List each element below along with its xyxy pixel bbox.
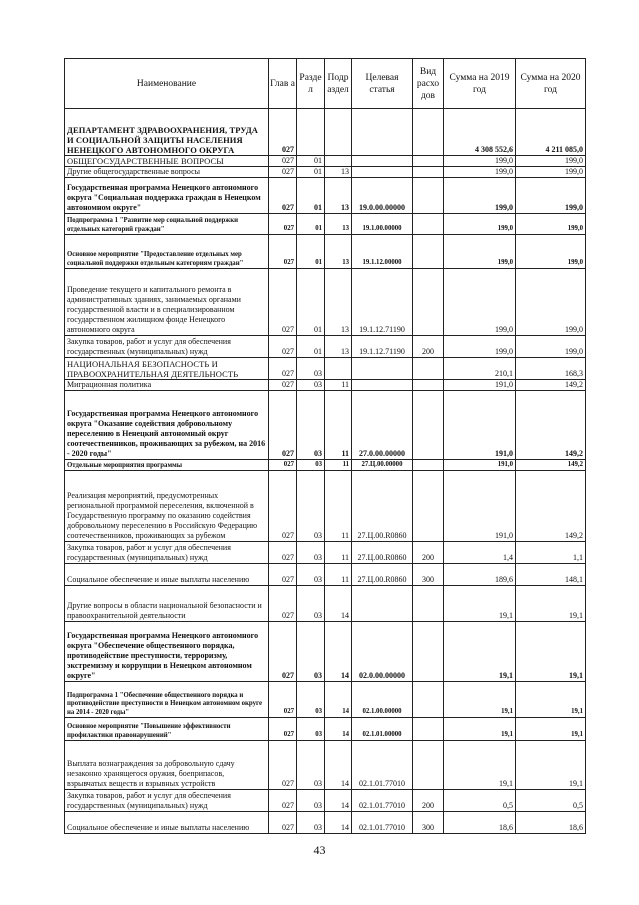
row-vid xyxy=(413,178,444,214)
row-vid xyxy=(413,380,444,391)
row-podrazdel: 13 xyxy=(325,336,352,358)
row-name: Государственная программа Ненецкого автономного округа "Оказание содействия добровольному переселению в Ненецкий автономный округ соотечественников, проживающих за рубежом, на 2016 - 2020 годы" xyxy=(65,391,269,460)
row-vid xyxy=(413,358,444,380)
table-row xyxy=(65,214,586,235)
row-sum2020: 19,1 xyxy=(516,718,586,741)
row-target xyxy=(352,380,413,391)
row-vid: 300 xyxy=(413,564,444,586)
row-sum2020: 19,1 xyxy=(516,741,586,790)
row-target: 02.0.00.00000 xyxy=(352,622,413,682)
row-sum2020: 199,0 xyxy=(516,214,586,235)
row-name: Подпрограмма 1 "Развитие мер социальной поддержки отдельных категорий граждан" xyxy=(65,214,269,235)
row-code: 027 xyxy=(269,741,297,790)
row-vid xyxy=(413,682,444,718)
row-target: 02.1.00.00000 xyxy=(352,682,413,718)
row-sum2019: 0,5 xyxy=(444,790,516,812)
row-name: Другие общегосударственные вопросы xyxy=(65,167,269,178)
row-code: 027 xyxy=(269,235,297,269)
row-razdel xyxy=(297,109,325,156)
table-row xyxy=(65,812,586,834)
row-podrazdel xyxy=(325,156,352,167)
row-podrazdel: 13 xyxy=(325,167,352,178)
table-row xyxy=(65,790,586,812)
row-sum2020: 19,1 xyxy=(516,682,586,718)
row-target: 27.Ц.00.R0860 xyxy=(352,542,413,564)
row-name: Закупка товаров, работ и услуг для обеспечения государственных (муниципальных) нужд xyxy=(65,542,269,564)
row-vid: 200 xyxy=(413,336,444,358)
row-vid xyxy=(413,718,444,741)
row-sum2020: 149,2 xyxy=(516,391,586,460)
row-name: Закупка товаров, работ и услуг для обеспечения государственных (муниципальных) нужд xyxy=(65,790,269,812)
row-sum2020: 19,1 xyxy=(516,586,586,622)
table-row xyxy=(65,358,586,380)
row-sum2020: 149,2 xyxy=(516,460,586,471)
row-target: 27.Ц.00.00000 xyxy=(352,460,413,471)
row-podrazdel: 11 xyxy=(325,391,352,460)
row-vid xyxy=(413,269,444,336)
table-row xyxy=(65,336,586,358)
table-row xyxy=(65,109,586,156)
row-razdel: 03 xyxy=(297,790,325,812)
row-name: Государственная программа Ненецкого автономного округа "Социальная поддержка граждан в Ненецком автономном округе" xyxy=(65,178,269,214)
row-sum2019: 191,0 xyxy=(444,380,516,391)
row-sum2020: 149,2 xyxy=(516,471,586,542)
row-code: 027 xyxy=(269,109,297,156)
row-sum2019: 199,0 xyxy=(444,336,516,358)
row-target: 02.1.01.77010 xyxy=(352,812,413,834)
row-sum2019: 19,1 xyxy=(444,741,516,790)
row-podrazdel: 13 xyxy=(325,178,352,214)
table-row xyxy=(65,542,586,564)
row-vid: 200 xyxy=(413,790,444,812)
table-row xyxy=(65,235,586,269)
row-target xyxy=(352,586,413,622)
table-row xyxy=(65,586,586,622)
row-code: 027 xyxy=(269,564,297,586)
row-vid: 200 xyxy=(413,542,444,564)
row-podrazdel: 11 xyxy=(325,380,352,391)
row-code: 027 xyxy=(269,542,297,564)
row-podrazdel: 13 xyxy=(325,269,352,336)
row-podrazdel: 14 xyxy=(325,718,352,741)
row-sum2019: 19,1 xyxy=(444,718,516,741)
row-target: 27.Ц.00.R0860 xyxy=(352,564,413,586)
row-razdel: 01 xyxy=(297,214,325,235)
row-target: 02.1.01.77010 xyxy=(352,741,413,790)
row-podrazdel: 13 xyxy=(325,235,352,269)
header-name: Наименование xyxy=(65,59,269,109)
row-sum2020: 1,1 xyxy=(516,542,586,564)
row-code: 027 xyxy=(269,214,297,235)
row-name: Отдельные мероприятия программы xyxy=(65,460,269,471)
row-target xyxy=(352,156,413,167)
row-target: 19.1.00.00000 xyxy=(352,214,413,235)
row-sum2019: 199,0 xyxy=(444,214,516,235)
row-vid xyxy=(413,586,444,622)
row-razdel: 03 xyxy=(297,812,325,834)
row-target xyxy=(352,167,413,178)
row-code: 027 xyxy=(269,156,297,167)
row-sum2019: 199,0 xyxy=(444,235,516,269)
row-vid xyxy=(413,156,444,167)
row-razdel: 03 xyxy=(297,682,325,718)
row-podrazdel: 14 xyxy=(325,622,352,682)
row-sum2019: 189,6 xyxy=(444,564,516,586)
row-razdel: 03 xyxy=(297,542,325,564)
row-target: 19.1.12.00000 xyxy=(352,235,413,269)
row-name: Другие вопросы в области национальной безопасности и правоохранительной деятельности xyxy=(65,586,269,622)
row-name: Подпрограмма 1 "Обеспечение общественного порядка и противодействие преступности в Ненецком автономном округе на 2014 - 2020 годы" xyxy=(65,682,269,718)
row-code: 027 xyxy=(269,336,297,358)
row-sum2019: 199,0 xyxy=(444,269,516,336)
row-sum2019: 4 308 552,6 xyxy=(444,109,516,156)
row-razdel: 03 xyxy=(297,586,325,622)
row-name: НАЦИОНАЛЬНАЯ БЕЗОПАСНОСТЬ И ПРАВООХРАНИТЕЛЬНАЯ ДЕЯТЕЛЬНОСТЬ xyxy=(65,358,269,380)
row-vid xyxy=(413,109,444,156)
page-number: 43 xyxy=(313,843,326,857)
row-code: 027 xyxy=(269,391,297,460)
row-vid xyxy=(413,741,444,790)
row-code: 027 xyxy=(269,790,297,812)
row-code: 027 xyxy=(269,471,297,542)
row-sum2020: 168,3 xyxy=(516,358,586,380)
row-sum2020: 199,0 xyxy=(516,156,586,167)
row-razdel: 03 xyxy=(297,718,325,741)
row-sum2019: 191,0 xyxy=(444,391,516,460)
row-code: 027 xyxy=(269,812,297,834)
row-name: Миграционная политика xyxy=(65,380,269,391)
row-code: 027 xyxy=(269,358,297,380)
row-podrazdel: 14 xyxy=(325,586,352,622)
row-name: Выплата вознаграждения за добровольную сдачу незаконно хранящегося оружия, боеприпасов, взрывчатых веществ и взрывных устройств xyxy=(65,741,269,790)
row-target: 19.1.12.71190 xyxy=(352,336,413,358)
row-vid: 300 xyxy=(413,812,444,834)
row-code: 027 xyxy=(269,718,297,741)
row-code: 027 xyxy=(269,178,297,214)
budget-table xyxy=(64,58,586,834)
row-sum2020: 199,0 xyxy=(516,269,586,336)
table-row xyxy=(65,460,586,471)
header-podrazdel: Подр аздел xyxy=(325,59,352,109)
table-body xyxy=(65,109,586,834)
row-target: 27.Ц.00.R0860 xyxy=(352,471,413,542)
row-sum2020: 0,5 xyxy=(516,790,586,812)
row-name: Проведение текущего и капитального ремонта в административных зданиях, занимаемых органами государственной власти и в специализированном государственном жилищном фонде Ненецкого автономного округа xyxy=(65,269,269,336)
row-podrazdel: 11 xyxy=(325,460,352,471)
header-sum2020: Сумма на 2020 год xyxy=(516,59,586,109)
row-sum2019: 19,1 xyxy=(444,586,516,622)
row-code: 027 xyxy=(269,586,297,622)
row-sum2019: 19,1 xyxy=(444,622,516,682)
row-sum2020: 4 211 085,0 xyxy=(516,109,586,156)
row-podrazdel: 14 xyxy=(325,682,352,718)
row-razdel: 01 xyxy=(297,336,325,358)
row-vid xyxy=(413,167,444,178)
row-name: Основное мероприятие "Повышение эффективности профилактики правонарушений" xyxy=(65,718,269,741)
row-razdel: 01 xyxy=(297,178,325,214)
row-razdel: 03 xyxy=(297,622,325,682)
row-razdel: 03 xyxy=(297,460,325,471)
row-sum2020: 199,0 xyxy=(516,178,586,214)
row-name: Основное мероприятие "Предоставление отдельных мер социальной поддержки отдельным категориям граждан" xyxy=(65,235,269,269)
row-podrazdel: 14 xyxy=(325,741,352,790)
row-sum2020: 149,2 xyxy=(516,380,586,391)
row-podrazdel: 11 xyxy=(325,471,352,542)
row-target xyxy=(352,358,413,380)
row-sum2020: 19,1 xyxy=(516,622,586,682)
row-sum2020: 199,0 xyxy=(516,336,586,358)
row-sum2020: 199,0 xyxy=(516,235,586,269)
row-podrazdel xyxy=(325,358,352,380)
row-sum2019: 199,0 xyxy=(444,178,516,214)
row-razdel: 03 xyxy=(297,471,325,542)
row-sum2019: 191,0 xyxy=(444,460,516,471)
row-target: 02.1.01.77010 xyxy=(352,790,413,812)
row-razdel: 01 xyxy=(297,269,325,336)
row-name: ДЕПАРТАМЕНТ ЗДРАВООХРАНЕНИЯ, ТРУДА И СОЦИАЛЬНОЙ ЗАЩИТЫ НАСЕЛЕНИЯ НЕНЕЦКОГО АВТОНОМНОГО ОКРУГА xyxy=(65,109,269,156)
row-sum2020: 18,6 xyxy=(516,812,586,834)
header-code: Глав а xyxy=(269,59,297,109)
row-target: 27.0.00.00000 xyxy=(352,391,413,460)
row-name: Закупка товаров, работ и услуг для обеспечения государственных (муниципальных) нужд xyxy=(65,336,269,358)
header-vid: Вид расхо дов xyxy=(413,59,444,109)
table-row xyxy=(65,741,586,790)
row-sum2020: 148,1 xyxy=(516,564,586,586)
table-row xyxy=(65,471,586,542)
row-podrazdel: 11 xyxy=(325,542,352,564)
row-razdel: 01 xyxy=(297,167,325,178)
table-row xyxy=(65,380,586,391)
table-row xyxy=(65,269,586,336)
row-podrazdel: 13 xyxy=(325,214,352,235)
table-header-row xyxy=(65,59,586,109)
row-razdel: 03 xyxy=(297,380,325,391)
table-row xyxy=(65,178,586,214)
row-sum2020: 199,0 xyxy=(516,167,586,178)
row-podrazdel: 11 xyxy=(325,564,352,586)
table-row xyxy=(65,391,586,460)
row-vid xyxy=(413,214,444,235)
row-sum2019: 191,0 xyxy=(444,471,516,542)
row-podrazdel: 14 xyxy=(325,790,352,812)
row-razdel: 01 xyxy=(297,235,325,269)
row-sum2019: 1,4 xyxy=(444,542,516,564)
row-razdel: 03 xyxy=(297,358,325,380)
row-razdel: 03 xyxy=(297,391,325,460)
header-razdel: Разде л xyxy=(297,59,325,109)
table-row xyxy=(65,167,586,178)
table-row xyxy=(65,718,586,741)
row-name: ОБЩЕГОСУДАРСТВЕННЫЕ ВОПРОСЫ xyxy=(65,156,269,167)
row-target: 19.0.00.00000 xyxy=(352,178,413,214)
row-razdel: 01 xyxy=(297,156,325,167)
row-sum2019: 19,1 xyxy=(444,682,516,718)
row-name: Социальное обеспечение и иные выплаты населению xyxy=(65,812,269,834)
row-code: 027 xyxy=(269,167,297,178)
row-podrazdel: 14 xyxy=(325,812,352,834)
row-code: 027 xyxy=(269,380,297,391)
row-sum2019: 18,6 xyxy=(444,812,516,834)
row-razdel: 03 xyxy=(297,741,325,790)
row-vid xyxy=(413,391,444,460)
row-vid xyxy=(413,235,444,269)
row-razdel: 03 xyxy=(297,564,325,586)
row-target: 19.1.12.71190 xyxy=(352,269,413,336)
row-vid xyxy=(413,471,444,542)
row-name: Социальное обеспечение и иные выплаты населению xyxy=(65,564,269,586)
table-row xyxy=(65,564,586,586)
table-row xyxy=(65,156,586,167)
row-name: Реализация мероприятий, предусмотренных региональной программой переселения, включенной в Государственную программу по оказанию содействия добровольному переселению в Российскую Федерацию соотечественников, проживающих за рубежом xyxy=(65,471,269,542)
row-sum2019: 210,1 xyxy=(444,358,516,380)
row-sum2019: 199,0 xyxy=(444,167,516,178)
row-target xyxy=(352,109,413,156)
row-vid xyxy=(413,460,444,471)
table-row xyxy=(65,682,586,718)
row-code: 027 xyxy=(269,682,297,718)
row-name: Государственная программа Ненецкого автономного округа "Обеспечение общественного порядка, противодействие преступности, терроризму, экстремизму и коррупции в Ненецком автономном округе" xyxy=(65,622,269,682)
row-vid xyxy=(413,622,444,682)
row-code: 027 xyxy=(269,269,297,336)
row-sum2019: 199,0 xyxy=(444,156,516,167)
row-code: 027 xyxy=(269,622,297,682)
row-target: 02.1.01.00000 xyxy=(352,718,413,741)
row-code: 027 xyxy=(269,460,297,471)
header-target: Целевая статья xyxy=(352,59,413,109)
table-row xyxy=(65,622,586,682)
header-sum2019: Сумма на 2019 год xyxy=(444,59,516,109)
row-podrazdel xyxy=(325,109,352,156)
